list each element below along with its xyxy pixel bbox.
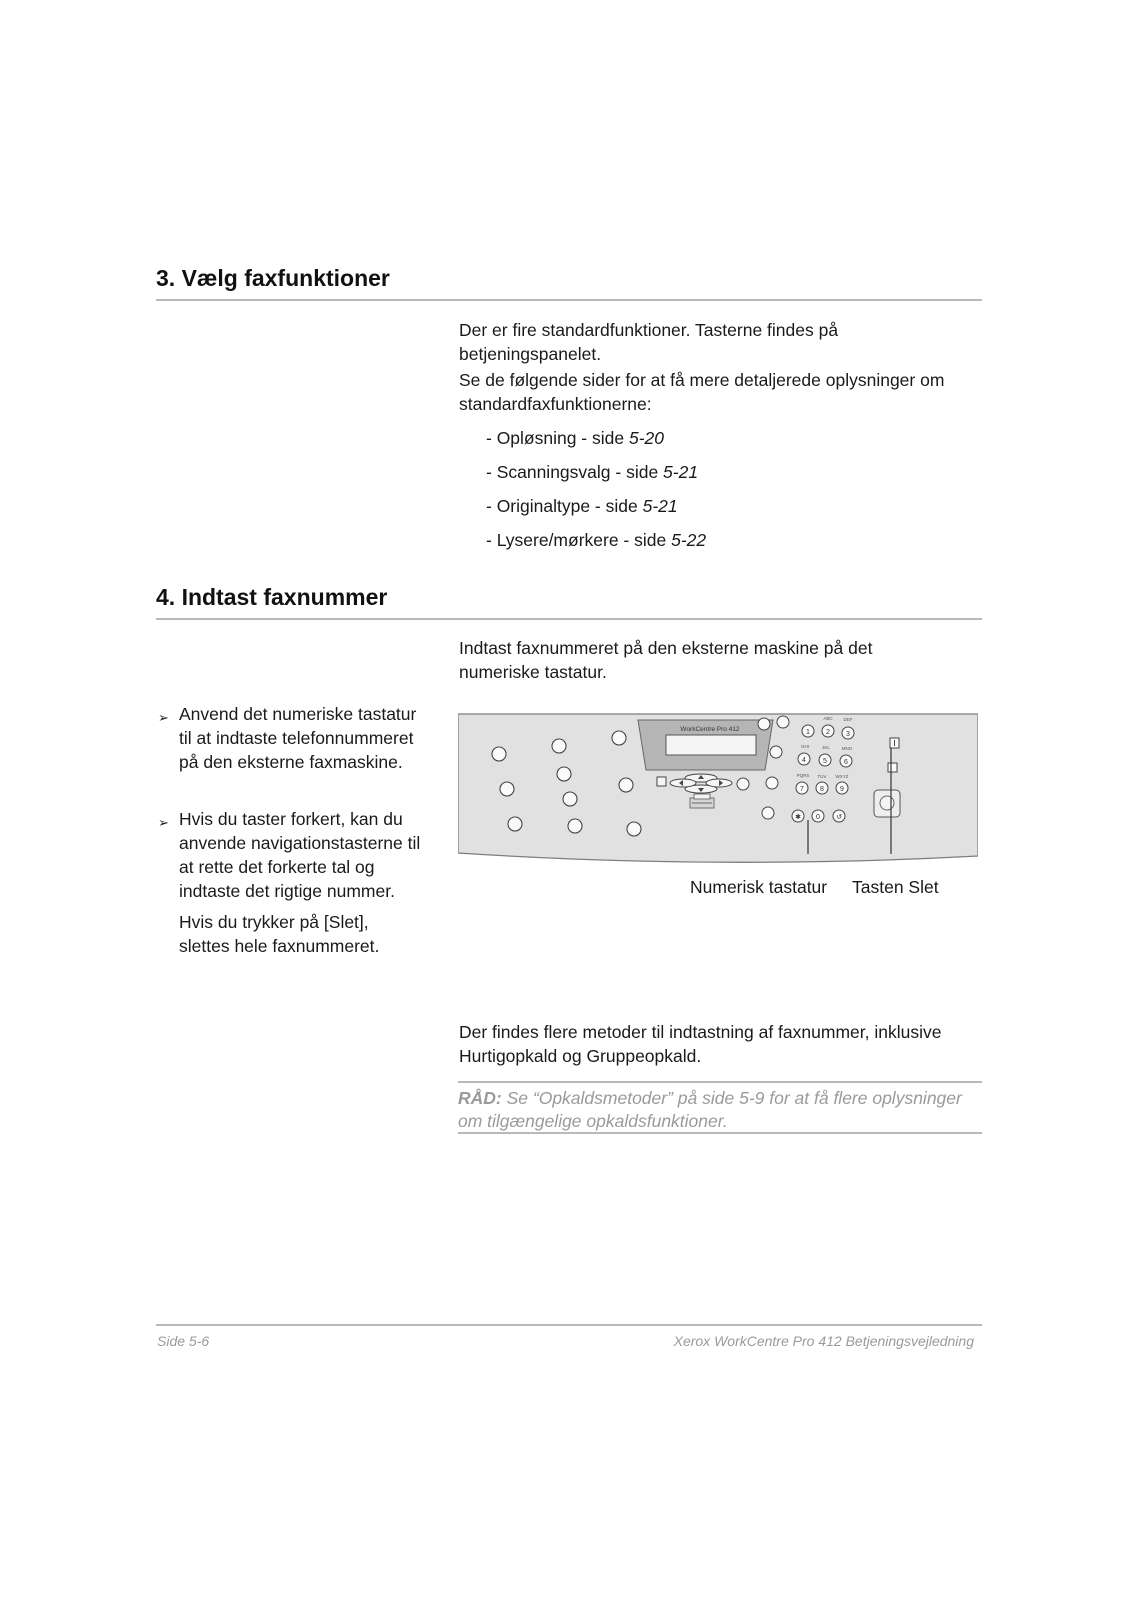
page-ref-link[interactable]: 5-21 xyxy=(642,496,678,516)
stop-key xyxy=(888,763,897,772)
tip-keypad: Anvend det numeriske tastatur til at indtaste telefonnummeret på den eksterne faxmaskine. xyxy=(179,704,417,772)
footer-page-number: Side 5-6 xyxy=(157,1333,210,1349)
page-ref-link[interactable]: 5-20 xyxy=(628,428,664,448)
control-panel-illustration xyxy=(458,708,978,896)
dialing-methods-text: Der findes flere metoder til indtastning af faxnummer, inklusive Hurtigopkald og Gruppeopkald. xyxy=(459,1022,942,1066)
svg-text:WXYZ: WXYZ xyxy=(835,774,849,779)
section-4-heading: 4. Indtast faxnummer xyxy=(156,584,388,610)
arrow-bullet-icon: ➢ xyxy=(158,710,169,725)
panel-model-label: WorkCentre Pro 412 xyxy=(680,726,740,733)
page-ref-link[interactable]: 5-21 xyxy=(663,462,699,482)
tip-bottom-rule xyxy=(458,1132,982,1134)
key-9: 9 xyxy=(840,786,844,793)
svg-text:JKL: JKL xyxy=(822,745,830,750)
arrow-bullet-icon: ➢ xyxy=(158,815,169,830)
key-6: 6 xyxy=(844,759,848,766)
svg-text:TUV: TUV xyxy=(817,774,827,779)
key-0: 0 xyxy=(816,814,820,821)
svg-text:ABC: ABC xyxy=(823,716,833,721)
footer-rule xyxy=(156,1324,982,1326)
tip-text: Se “Opkaldsmetoder” på side 5-9 for at få flere oplysninger om tilgængelige opkaldsfunktioner. xyxy=(458,1088,962,1131)
key-2: 2 xyxy=(826,729,830,736)
section-4-rule xyxy=(156,618,982,620)
tip-top-rule xyxy=(458,1081,982,1083)
page-ref-link[interactable]: 5-22 xyxy=(671,530,707,550)
list-item-lighter-darker: - Lysere/mørkere - side 5-22 xyxy=(486,530,707,550)
section-3-intro: Der er fire standardfunktioner. Tasterne findes på betjeningspanelet. xyxy=(459,320,839,364)
footer-document-title: Xerox WorkCentre Pro 412 Betjeningsvejledning xyxy=(673,1333,974,1349)
redial-key-icon: ↺ xyxy=(836,813,842,821)
callout-clear-key: Tasten Slet xyxy=(852,877,939,897)
key-7: 7 xyxy=(800,786,804,793)
list-item-scan-options: - Scanningsvalg - side 5-21 xyxy=(486,462,699,482)
printer-icon xyxy=(690,794,714,808)
callout-numeric-keypad: Numerisk tastatur xyxy=(690,877,828,897)
section-3-heading: 3. Vælg faxfunktioner xyxy=(156,265,390,291)
list-item-resolution: - Opløsning - side 5-20 xyxy=(486,428,664,448)
key-1: 1 xyxy=(806,729,810,736)
svg-text:PQRS: PQRS xyxy=(796,773,810,778)
section-3-reference-text: Se de følgende sider for at få mere detaljerede oplysninger om standardfaxfunktionerne: xyxy=(459,370,945,414)
key-4: 4 xyxy=(802,757,806,764)
key-3: 3 xyxy=(846,731,850,738)
section-3-rule xyxy=(156,299,982,301)
tip-navigation: Hvis du taster forkert, kan du anvende navigationstasterne til at rette det forkerte tal og indtaste det rigtige nummer. xyxy=(179,809,421,901)
section-4-intro: Indtast faxnummeret på den eksterne maskine på det numeriske tastatur. xyxy=(459,638,873,682)
tip-box xyxy=(458,1087,978,1133)
tip-clear: Hvis du trykker på [Slet], slettes hele faxnummeret. xyxy=(179,912,380,956)
panel-display xyxy=(666,735,756,755)
svg-text:GHI: GHI xyxy=(800,744,810,749)
svg-text:DEF: DEF xyxy=(843,717,853,722)
star-key-icon: ✱ xyxy=(795,813,801,821)
key-8: 8 xyxy=(820,786,824,793)
svg-text:MNO: MNO xyxy=(841,746,853,751)
key-5: 5 xyxy=(823,758,827,765)
list-item-original-type: - Originaltype - side 5-21 xyxy=(486,496,678,516)
tip-label: RÅD: xyxy=(458,1088,502,1108)
